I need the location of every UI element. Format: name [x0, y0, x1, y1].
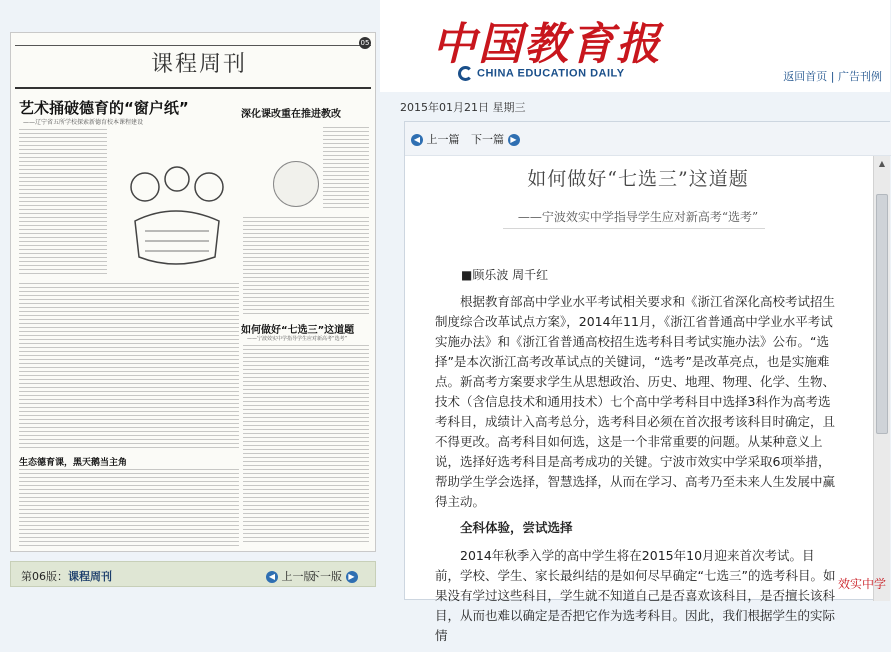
paper-text-block	[19, 469, 239, 547]
section-heading: 全科体验，尝试选择	[460, 520, 573, 535]
title-divider	[503, 228, 765, 229]
article-title: 如何做好“七选三”这道题	[527, 168, 749, 190]
arrow-right-icon: ▶	[346, 571, 358, 583]
arrow-left-icon: ◀	[411, 134, 423, 146]
site-logo-en	[458, 66, 625, 81]
article-paragraph: 2014年秋季入学的高中学生将在2015年10月迎来首次考试。目前，学校、学生、家长最纠结的是如何尽早确定“七选三”的选考科目。如果没有学过这些科目，学生就不知道自己是否喜欢该科目，是否擅长该科目，从而也难以确定是否把它作为选考科目。因此，我们根据学生的实际情	[435, 548, 836, 643]
site-header	[380, 0, 890, 92]
page-label	[21, 568, 112, 584]
paper-text-block	[19, 283, 239, 451]
article-body	[435, 292, 839, 652]
watermark: 效实中学	[837, 577, 886, 591]
next-page-label: 下一版	[309, 570, 342, 583]
scroll-thumb[interactable]	[876, 194, 888, 434]
next-article-button[interactable]	[471, 131, 520, 147]
paper-subheadline-art-moral: ——辽宁省五所学校探索新德育校本课程建设	[23, 119, 144, 126]
paper-illustration	[115, 161, 239, 273]
paper-headline-curriculum-reform[interactable]: 深化课改重在推进教改	[241, 109, 341, 120]
link-separator: |	[830, 70, 835, 83]
logo-en-text: CHINA EDUCATION DAILY	[477, 67, 625, 80]
paper-masthead: 课程周刊	[151, 52, 248, 77]
author-portrait	[273, 161, 319, 207]
page-name: 课程周刊	[68, 570, 112, 583]
paper-text-block	[19, 129, 107, 277]
article-scrollbar[interactable]	[873, 156, 890, 601]
ad-rate-link[interactable]: 广告刊例	[838, 70, 882, 83]
back-home-link[interactable]: 返回首页	[783, 70, 828, 83]
next-page-button[interactable]	[309, 568, 358, 584]
prev-article-label: 上一篇	[426, 133, 460, 146]
page-number-label: 第06版：	[21, 570, 68, 583]
prev-article-button[interactable]	[411, 131, 460, 147]
arrow-left-icon: ◀	[266, 571, 278, 583]
arrow-right-icon: ▶	[508, 134, 520, 146]
paper-page-number: 05	[360, 39, 370, 47]
c-logo-icon	[458, 66, 473, 81]
site-logo[interactable]: 中国教育报	[432, 19, 662, 70]
article-nav	[405, 122, 891, 156]
paper-text-block	[323, 127, 369, 211]
paper-text-block	[243, 345, 369, 545]
paper-divider	[15, 87, 371, 89]
prev-page-label: 上一版	[281, 570, 315, 583]
newspaper-page[interactable]	[10, 32, 376, 552]
top-links	[783, 68, 882, 84]
article-paragraph: 根据教育部高中学业水平考试相关要求和《浙江省深化高校考试招生制度综合改革试点方案》，2014年11月，《浙江省普通高中学业水平考试实施办法》和《浙江省普通高校招生选考科目考试实施办法》公布。“选择”是本次浙江高考改革试点的关键词，“选考”是改革亮点，也是实施难点。新高考方案要求学生从思想政治、历史、地理、物理、化学、生物、技术（含信息技术和通用技术）七个高中学考科目中选择3科作为高考选考科目，成绩计入高考总分，选考科目必须在首次报考该科目时确定，且不得更改。高考科目如何选，这是一个非常重要的问题。从某种意义上说，选择好选考科目是高考成功的关键。宁波市效实中学采取6项举措，帮助学生学会选择，智慧选择，从而在学习、高考乃至未来人生发展中赢得主动。	[435, 294, 836, 509]
prev-page-button[interactable]	[266, 568, 315, 584]
paper-headline-art-moral[interactable]: 艺术捅破德育的“窗户纸”	[19, 99, 189, 117]
article-subtitle: ——宁波效实中学指导学生应对新高考“选考”	[517, 210, 759, 224]
article-pane	[404, 121, 890, 643]
paper-subheadline-seven-choose-three: ——宁波效实中学指导学生应对新高考“选考”	[247, 336, 348, 342]
article-byline: ■顾乐波 周千红	[461, 268, 549, 282]
scroll-up-icon[interactable]: ▲	[878, 159, 886, 168]
issue-date: 2015年01月21日 星期三	[400, 101, 526, 114]
paper-top-strip	[15, 37, 371, 46]
next-article-label: 下一篇	[471, 133, 504, 146]
paper-text-block	[243, 217, 369, 315]
paper-headline-black-swan[interactable]: 生态德育课，黑天鹅当主角	[19, 458, 128, 468]
paper-headline-seven-choose-three[interactable]: 如何做好“七选三”这道题	[241, 325, 355, 336]
page-nav-bar	[10, 561, 376, 587]
